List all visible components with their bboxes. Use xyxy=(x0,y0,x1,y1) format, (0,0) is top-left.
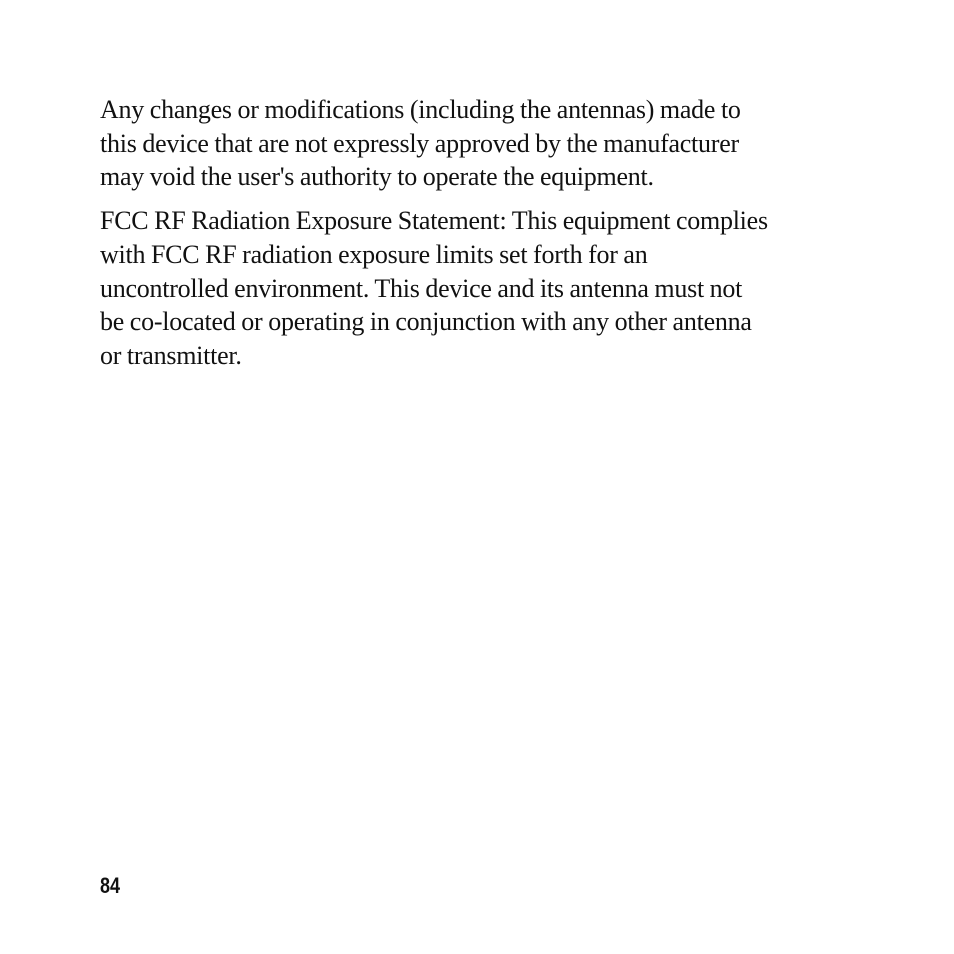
paragraph-modifications-warning xyxy=(100,93,860,194)
text-line: FCC RF Radiation Exposure Statement: This equipment complies xyxy=(100,206,768,236)
text-line: with FCC RF radiation exposure limits set forth for an xyxy=(100,239,648,269)
paragraph-rf-exposure-statement xyxy=(100,204,860,373)
text-line: uncontrolled environment. This device and its antenna must not xyxy=(100,273,743,303)
text-line: be co-located or operating in conjunction with any other antenna xyxy=(100,307,752,337)
text-line: Any changes or modifications (including the antennas) made to xyxy=(100,95,741,124)
body-text xyxy=(100,93,860,373)
text-line: this device that are not expressly approved by the manufacturer xyxy=(100,128,739,158)
page-number: 84 xyxy=(100,873,121,898)
text-line: may void the user's authority to operate the equipment. xyxy=(100,162,654,192)
text-line: or transmitter. xyxy=(100,340,242,370)
